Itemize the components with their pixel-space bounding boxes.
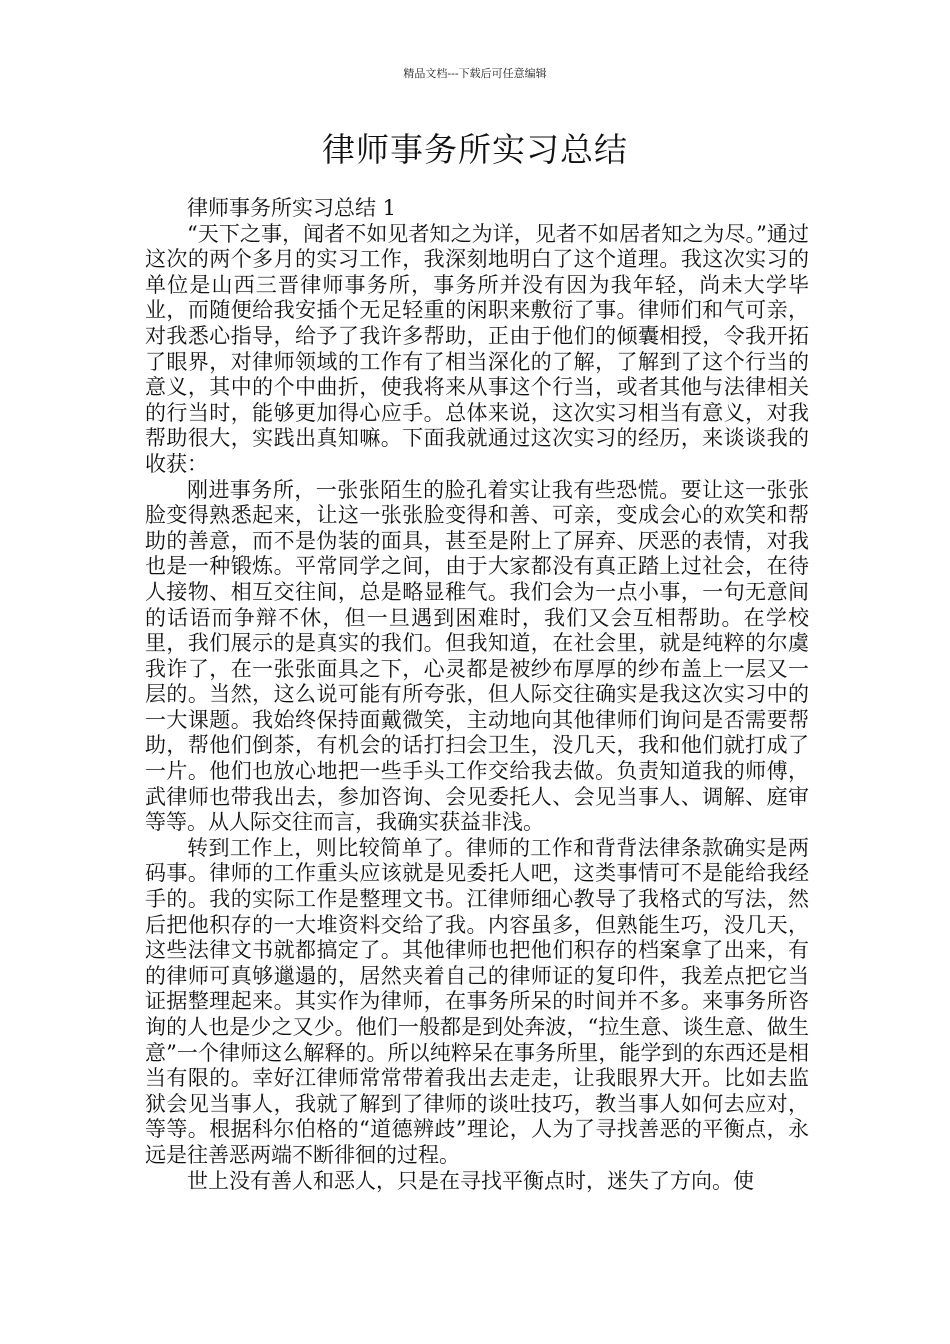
- paragraph-2: 刚进事务所，一张张陌生的脸孔着实让我有些恐慌。要让这一张张脸变得熟悉起来，让这一张张脸变得和善、可亲，变成会心的欢笑和帮助的善意，而不是伪装的面具，甚至是附上了屏弃、厌恶的表情，对我也是一种锻炼。平常同学之间，由于大家都没有真正踏上过社会，在待人接物、相互交往间，总是略显稚气。我们会为一点小事，一句无意间的话语而争辩不休，但一旦遇到困难时，我们又会互相帮助。在学校里，我们展示的是真实的我们。但我知道，在社会里，就是纯粹的尔虞我诈了，在一张张面具之下，心灵都是被纱布厚厚的纱布盖上一层又一层的。当然，这么说可能有所夸张，但人际交往确实是我这次实习中的一大课题。我始终保持面戴微笑，主动地向其他律师们询问是否需要帮助，帮他们倒茶，有机会的话打扫会卫生，没几天，我和他们就打成了一片。他们也放心地把一些手头工作交给我去做。负责知道我的师傅，武律师也带我出去，参加咨询、会见委托人、会见当事人、调解、庭审等等。从人际交往而言，我确实获益非浅。: [145, 477, 809, 835]
- document-title: 律师事务所实习总结: [322, 130, 628, 169]
- document-body: [145, 196, 809, 1194]
- header-note: 精品文档---下载后可任意编辑: [403, 67, 547, 80]
- paragraph-1: “天下之事，闻者不如见者知之为详，见者不如居者知之为尽。”通过这次的两个多月的实习工作，我深刻地明白了这个道理。我这次实习的单位是山西三晋律师事务所，事务所并没有因为我年轻，尚未大学毕业，而随便给我安插个无足轻重的闲职来敷衍了事。律师们和气可亲，对我悉心指导，给予了我许多帮助，正由于他们的倾囊相授，令我开拓了眼界，对律师领域的工作有了相当深化的了解，了解到了这个行当的意义，其中的个中曲折，使我将来从事这个行当，或者其他与法律相关的行当时，能够更加得心应手。总体来说，这次实习相当有意义，对我帮助很大，实践出真知嘛。下面我就通过这次实习的经历，来谈谈我的收获：: [145, 221, 809, 476]
- section-heading: 律师事务所实习总结 1: [187, 196, 397, 220]
- paragraph-4: 世上没有善人和恶人，只是在寻找平衡点时，迷失了方向。使: [187, 1168, 754, 1193]
- paragraph-3: 转到工作上，则比较简单了。律师的工作和背背法律条款确实是两码事。律师的工作重头应该就是见委托人吧，这类事情可不是能给我经手的。我的实际工作是整理文书。江律师细心教导了我格式的写法，然后把他积存的一大堆资料交给了我。内容虽多，但熟能生巧，没几天，这些法律文书就都搞定了。其他律师也把他们积存的档案拿了出来，有的律师可真够邋遢的，居然夹着自己的律师证的复印件，我差点把它当证据整理起来。其实作为律师，在事务所呆的时间并不多。来事务所咨询的人也是少之又少。他们一般都是到处奔波，“拉生意、谈生意、做生意”一个律师这么解释的。所以纯粹呆在事务所里，能学到的东西还是相当有限的。幸好江律师常常带着我出去走走，让我眼界大开。比如去监狱会见当事人，我就了解到了律师的谈吐技巧，教当事人如何去应对，等等。根据科尔伯格的“道德辨歧”理论，人为了寻找善恶的平衡点，永远是往善恶两端不断徘徊的过程。: [145, 835, 809, 1167]
